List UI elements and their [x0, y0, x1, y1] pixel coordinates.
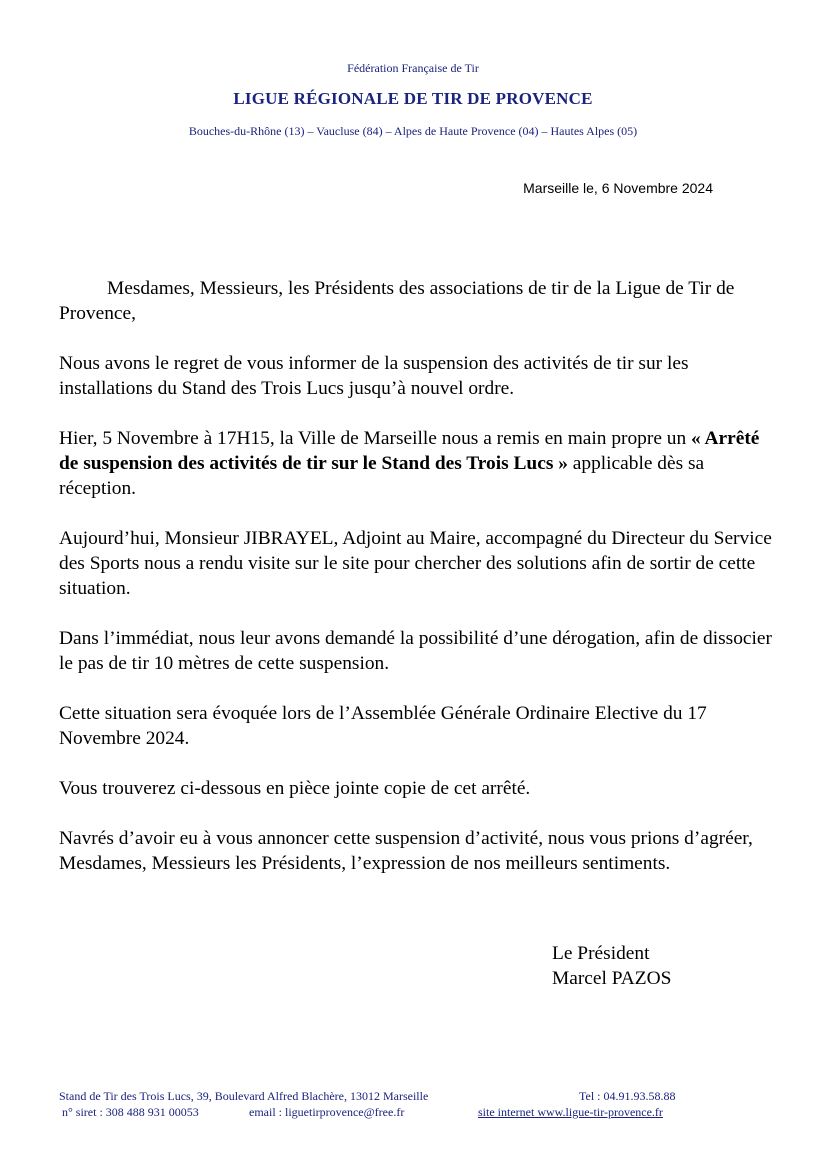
- footer-email: email : liguetirprovence@free.fr: [249, 1105, 405, 1119]
- league-title: LIGUE RÉGIONALE DE TIR DE PROVENCE: [233, 89, 593, 108]
- paragraph-5: Cette situation sera évoquée lors de l’Assemblée Générale Ordinaire Elective du 17 Novembre 2024.: [59, 703, 707, 749]
- paragraph-2: [59, 426, 774, 501]
- footer-row-1: [59, 1088, 699, 1104]
- footer-siret: n° siret : 308 488 931 00053: [62, 1105, 199, 1119]
- footer-website-link[interactable]: site internet www.ligue-tir-provence.fr: [478, 1105, 663, 1119]
- footer-phone: Tel : 04.91.93.58.88: [579, 1089, 676, 1103]
- federation-name: Fédération Française de Tir: [347, 61, 479, 75]
- footer-address: Stand de Tir des Trois Lucs, 39, Boulevard Alfred Blachère, 13012 Marseille: [59, 1089, 429, 1103]
- paragraph-3: Aujourd’hui, Monsieur JIBRAYEL, Adjoint au Maire, accompagné du Directeur du Service des Sports nous a rendu visite sur le site pour chercher des solutions afin de sortir de cette situation.: [59, 528, 772, 599]
- salutation: Mesdames, Messieurs, les Présidents des associations de tir de la Ligue de Tir de Provence,: [59, 278, 735, 324]
- departments-line: Bouches-du-Rhône (13) – Vaucluse (84) – Alpes de Haute Provence (04) – Hautes Alpes (05): [188, 124, 638, 138]
- footer-row-2: [59, 1104, 699, 1120]
- paragraph-6: Vous trouverez ci-dessous en pièce jointe copie de cet arrêté.: [59, 778, 531, 799]
- footer: [59, 1088, 699, 1120]
- paragraph-4: Dans l’immédiat, nous leur avons demandé la possibilité d’une dérogation, afin de dissocier le pas de tir 10 mètres de cette suspension.: [59, 628, 772, 674]
- decree-title: « Arrêté de suspension des activités de tir sur le Stand des Trois Lucs »: [59, 428, 760, 474]
- paragraph-1: Nous avons le regret de vous informer de la suspension des activités de tir sur les installations du Stand des Trois Lucs jusqu’à nouvel ordre.: [59, 353, 689, 399]
- letter-body: [59, 276, 774, 901]
- signature-block: [552, 941, 671, 991]
- signature-title: Le Président: [552, 943, 650, 964]
- paragraph-7: Navrés d’avoir eu à vous annoncer cette suspension d’activité, nous vous prions d’agréer, Mesdames, Messieurs les Présidents, l’expression de nos meilleurs sentiments.: [59, 828, 753, 874]
- date-line: Marseille le, 6 Novembre 2024: [523, 180, 713, 196]
- paragraph-2-start: Hier, 5 Novembre à 17H15, la Ville de Marseille nous a remis en main propre un: [59, 428, 692, 449]
- paragraph-2-end: applicable dès sa réception.: [59, 453, 705, 499]
- signature-name: Marcel PAZOS: [552, 968, 672, 989]
